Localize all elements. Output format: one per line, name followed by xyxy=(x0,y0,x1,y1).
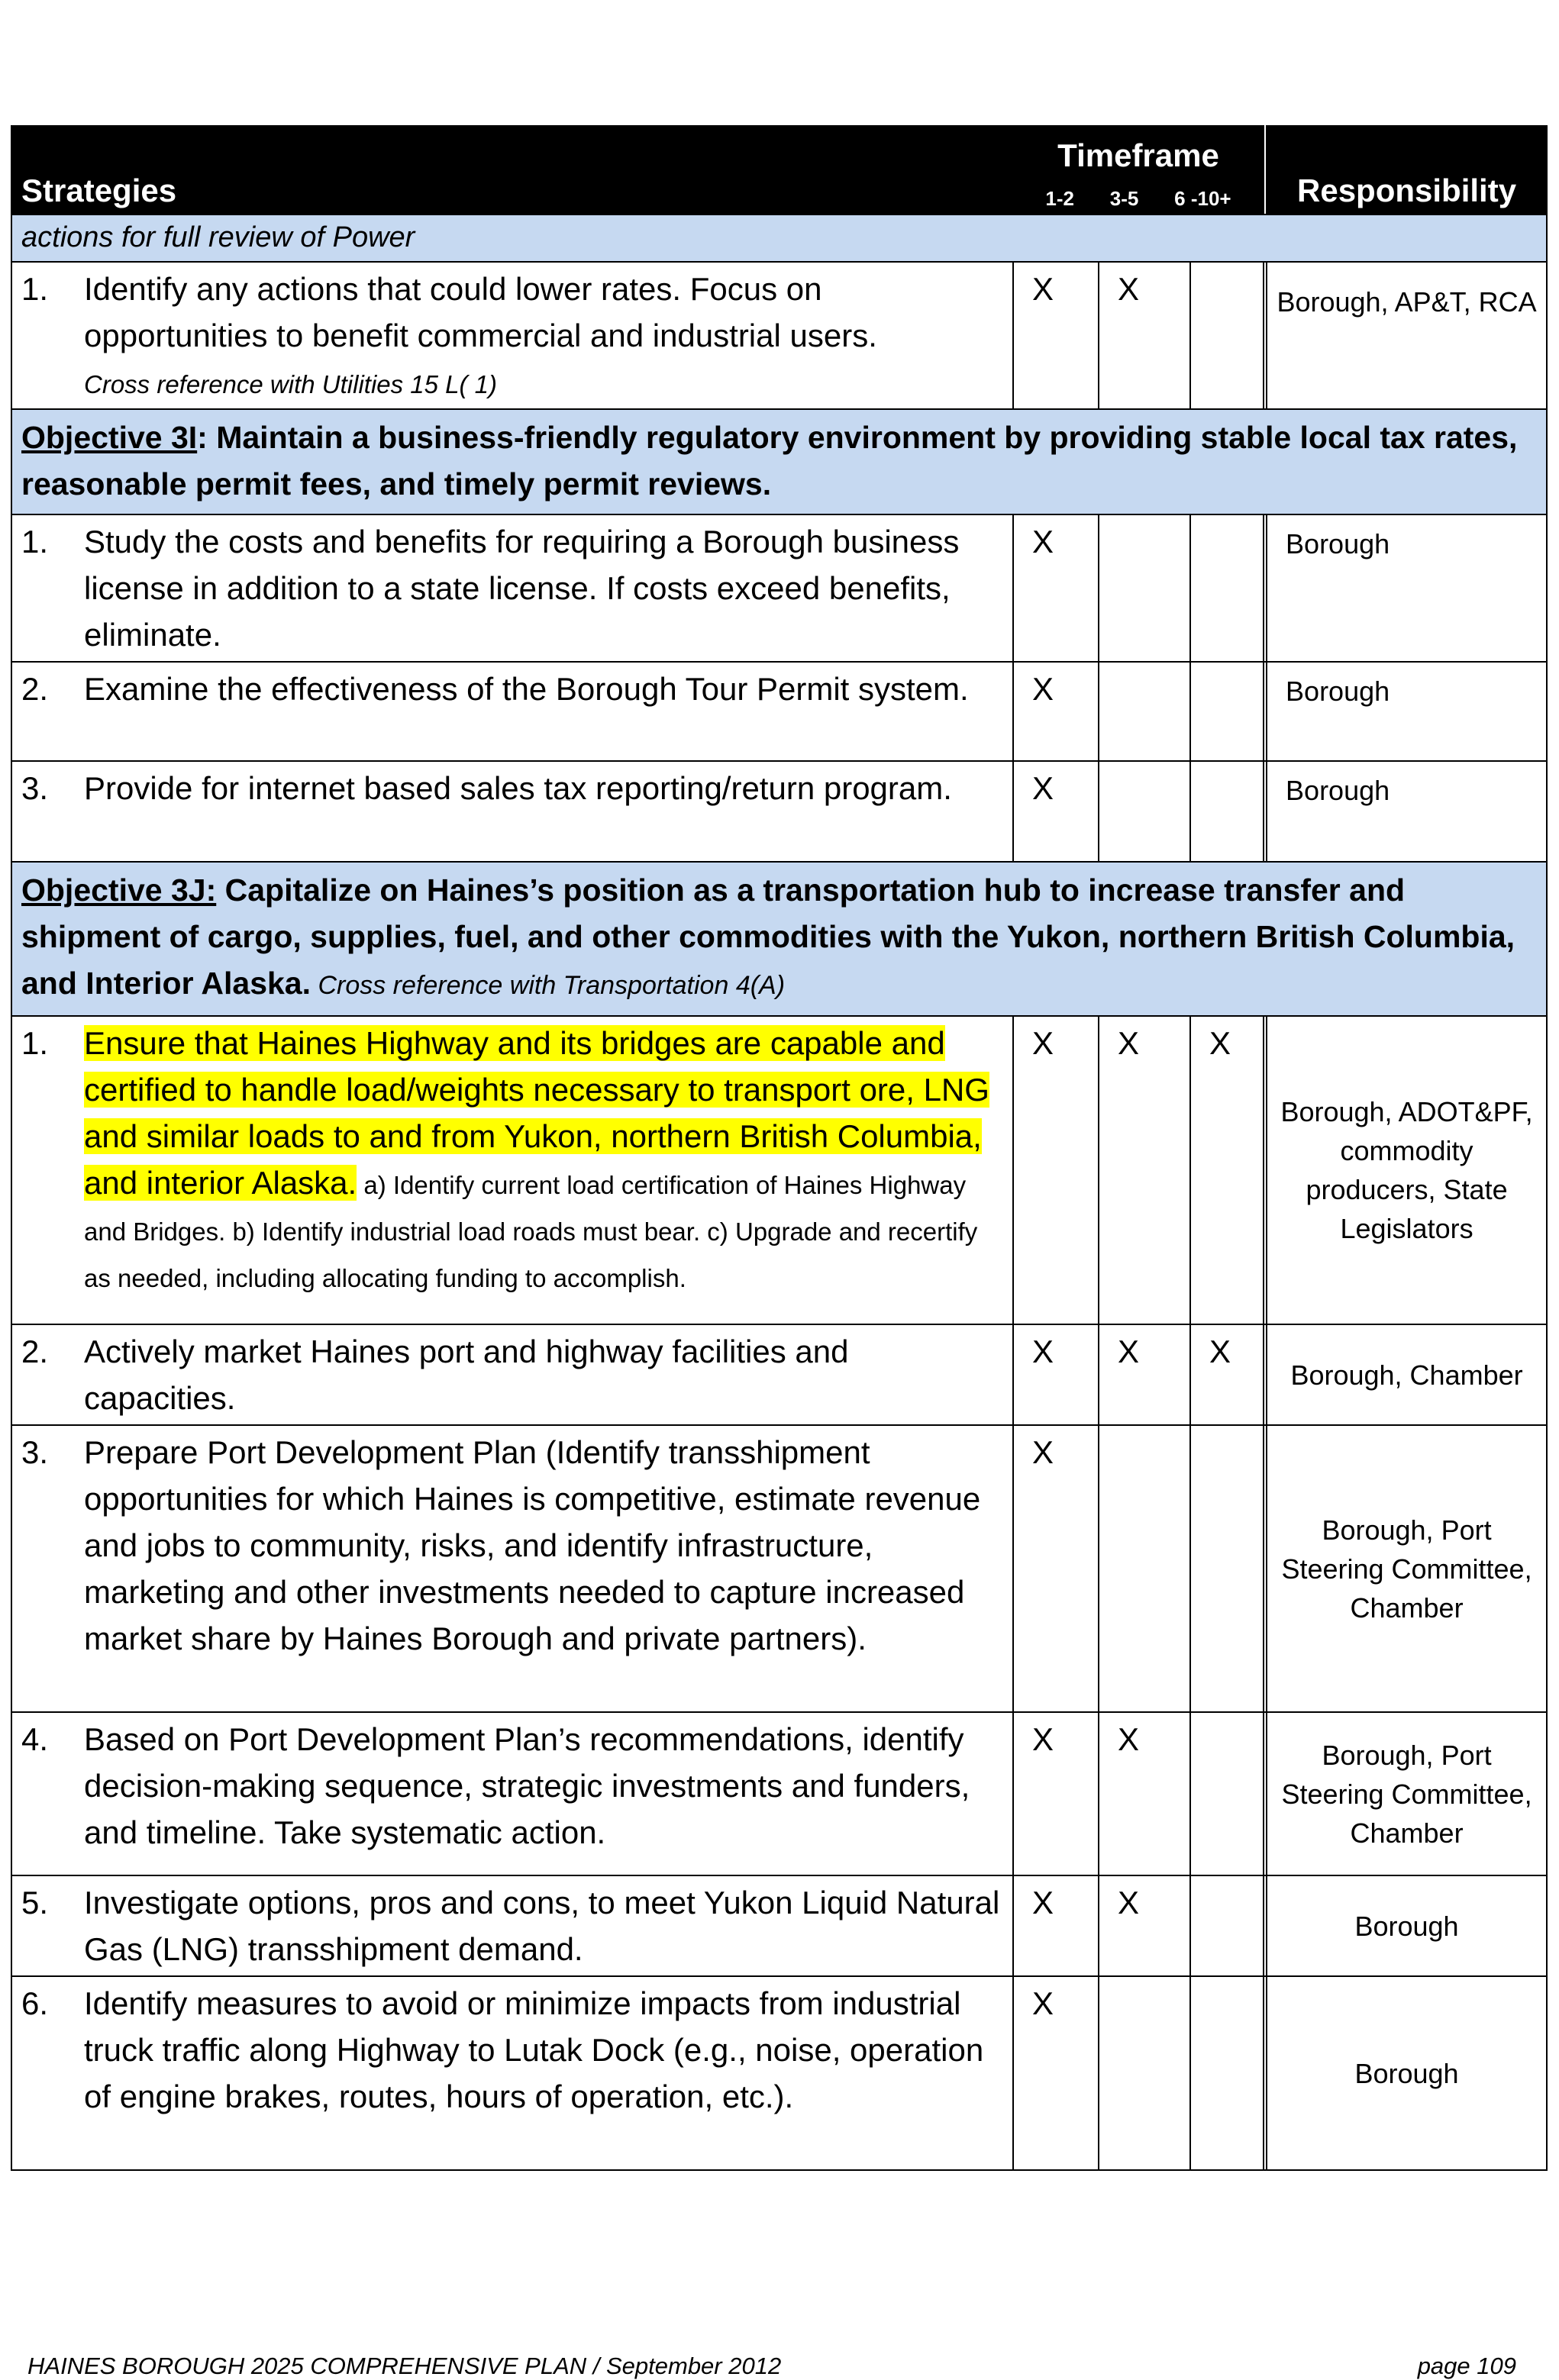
table-row xyxy=(11,262,1547,409)
objective-label: Objective 3J: xyxy=(21,872,217,908)
strategy-text: Identify measures to avoid or minimize impacts from industrial truck traffic along Highway to Lutak Dock (e.g., noise, operation of engine brakes, routes, hours of operation, etc.). xyxy=(84,1985,984,2114)
objective-continuation-text: actions for full review of Power xyxy=(21,221,415,253)
timeframe-mark-3-5 xyxy=(1099,1425,1190,1712)
table-row xyxy=(11,1324,1547,1425)
objective-continuation-row xyxy=(11,214,1547,262)
timeframe-mark-1-2: X xyxy=(1013,262,1099,409)
responsibility: Borough, ADOT&PF, commodity producers, State Legislators xyxy=(1267,1016,1547,1324)
table-row xyxy=(11,761,1547,862)
timeframe-mark-3-5 xyxy=(1099,514,1190,662)
responsibility: Borough xyxy=(1267,1976,1547,2170)
timeframe-mark-1-2: X xyxy=(1013,1976,1099,2170)
timeframe-mark-1-2: X xyxy=(1013,761,1099,862)
responsibility: Borough xyxy=(1267,1875,1547,1976)
strategy-number: 2. xyxy=(21,671,49,707)
strategy-number: 1. xyxy=(21,1025,49,1061)
timeframe-mark-3-5: X xyxy=(1099,1324,1190,1425)
timeframe-mark-1-2: X xyxy=(1013,1016,1099,1324)
timeframe-header xyxy=(1013,126,1264,214)
table-row xyxy=(11,1976,1547,2170)
strategy-text: Prepare Port Development Plan (Identify transshipment opportunities for which Haines is competitive, estimate revenue and jobs to community, risks, and identify infrastructure, marketing and other investments needed to capture increased market share by Haines Borough and private partners). xyxy=(84,1434,981,1656)
strategy-text: Investigate options, pros and cons, to meet Yukon Liquid Natural Gas (LNG) transshipment demand. xyxy=(84,1885,1000,1967)
timeframe-mark-1-2: X xyxy=(1013,514,1099,662)
responsibility: Borough, Port Steering Committee, Chamber xyxy=(1267,1425,1547,1712)
objective-text: : Maintain a business-friendly regulatory environment by providing stable local tax rates, reasonable permit fees, and timely permit reviews. xyxy=(21,420,1518,501)
timeframe-mark-1-2: X xyxy=(1013,1712,1099,1875)
timeframe-title: Timeframe xyxy=(1057,137,1219,173)
strategy-detail: a) Identify current load certification of Haines Highway and Bridges. b) Identify industrial load roads must bear. c) Upgrade and recertify as needed, including allocating funding to accomplish. xyxy=(84,1171,978,1292)
highlighted-strategy-text: Ensure that Haines Highway and its bridges are capable and certified to handle load/weights necessary to transport ore, LNG and similar loads to and from Yukon, northern British Columbia, and interior Alaska. xyxy=(84,1025,989,1201)
objective-row xyxy=(11,862,1547,1016)
timeframe-mark-1-2: X xyxy=(1013,1875,1099,1976)
timeframe-columns xyxy=(1014,187,1263,211)
timeframe-mark-6-10 xyxy=(1190,761,1264,862)
timeframe-col-6-10: 6 -10+ xyxy=(1174,187,1231,210)
footer-page-number: page 109 xyxy=(1417,2353,1516,2379)
timeframe-mark-6-10 xyxy=(1190,1712,1264,1875)
cross-reference: Cross reference with Utilities 15 L( 1) xyxy=(84,370,498,398)
timeframe-mark-1-2: X xyxy=(1013,1324,1099,1425)
timeframe-mark-6-10 xyxy=(1190,514,1264,662)
timeframe-mark-3-5 xyxy=(1099,1976,1190,2170)
timeframe-mark-3-5 xyxy=(1099,761,1190,862)
timeframe-mark-6-10 xyxy=(1190,662,1264,761)
responsibility-header: Responsibility xyxy=(1267,126,1547,214)
responsibility: Borough xyxy=(1267,662,1547,761)
timeframe-col-3-5: 3-5 xyxy=(1109,187,1139,210)
responsibility: Borough, AP&T, RCA xyxy=(1267,262,1547,409)
strategy-number: 2. xyxy=(21,1334,49,1369)
table-row xyxy=(11,1425,1547,1712)
strategy-text: Based on Port Development Plan’s recommendations, identify decision-making sequence, strategic investments and funders, and timeline. Take systematic action. xyxy=(84,1721,970,1850)
responsibility: Borough, Chamber xyxy=(1267,1324,1547,1425)
objective-row xyxy=(11,409,1547,514)
table-row xyxy=(11,1016,1547,1324)
timeframe-mark-6-10 xyxy=(1190,262,1264,409)
strategy-number: 3. xyxy=(21,770,49,806)
timeframe-mark-3-5 xyxy=(1099,662,1190,761)
timeframe-mark-3-5: X xyxy=(1099,1875,1190,1976)
table-row xyxy=(11,662,1547,761)
table-row xyxy=(11,1875,1547,1976)
strategy-text: Actively market Haines port and highway facilities and capacities. xyxy=(84,1334,849,1416)
strategy-number: 3. xyxy=(21,1434,49,1470)
timeframe-mark-6-10 xyxy=(1190,1425,1264,1712)
table-row xyxy=(11,514,1547,662)
table-header-row xyxy=(11,126,1547,214)
strategy-number: 1. xyxy=(21,271,49,307)
strategy-text: Provide for internet based sales tax reporting/return program. xyxy=(84,770,952,806)
strategy-text: Identify any actions that could lower rates. Focus on opportunities to benefit commercial and industrial users. xyxy=(84,271,877,353)
responsibility: Borough xyxy=(1267,514,1547,662)
timeframe-mark-6-10: X xyxy=(1190,1016,1264,1324)
strategy-number: 4. xyxy=(21,1721,49,1757)
strategies-table xyxy=(11,125,1548,2171)
strategy-text: Examine the effectiveness of the Borough Tour Permit system. xyxy=(84,671,969,707)
timeframe-mark-6-10: X xyxy=(1190,1324,1264,1425)
strategy-number: 5. xyxy=(21,1885,49,1920)
timeframe-mark-3-5: X xyxy=(1099,1712,1190,1875)
objective-label: Objective 3I xyxy=(21,420,198,455)
footer-document-title: HAINES BOROUGH 2025 COMPREHENSIVE PLAN / September 2012 xyxy=(27,2353,782,2379)
table-row xyxy=(11,1712,1547,1875)
timeframe-mark-1-2: X xyxy=(1013,1425,1099,1712)
responsibility: Borough xyxy=(1267,761,1547,862)
strategy-number: 6. xyxy=(21,1985,49,2021)
responsibility: Borough, Port Steering Committee, Chamber xyxy=(1267,1712,1547,1875)
objective-text: Capitalize on Haines’s position as a transportation hub to increase transfer and shipment of cargo, supplies, fuel, and other commodities with the Yukon, northern British Columbia, and Interior Alaska. xyxy=(21,872,1515,1001)
timeframe-col-1-2: 1-2 xyxy=(1045,187,1074,210)
strategy-number: 1. xyxy=(21,524,49,560)
timeframe-mark-1-2: X xyxy=(1013,662,1099,761)
cross-reference: Cross reference with Transportation 4(A) xyxy=(311,971,786,1000)
timeframe-mark-3-5: X xyxy=(1099,1016,1190,1324)
strategies-header: Strategies xyxy=(11,126,1013,214)
timeframe-mark-6-10 xyxy=(1190,1875,1264,1976)
strategy-text: Study the costs and benefits for requiring a Borough business license in addition to a state license. If costs exceed benefits, eliminate. xyxy=(84,524,960,653)
timeframe-mark-6-10 xyxy=(1190,1976,1264,2170)
timeframe-mark-3-5: X xyxy=(1099,262,1190,409)
